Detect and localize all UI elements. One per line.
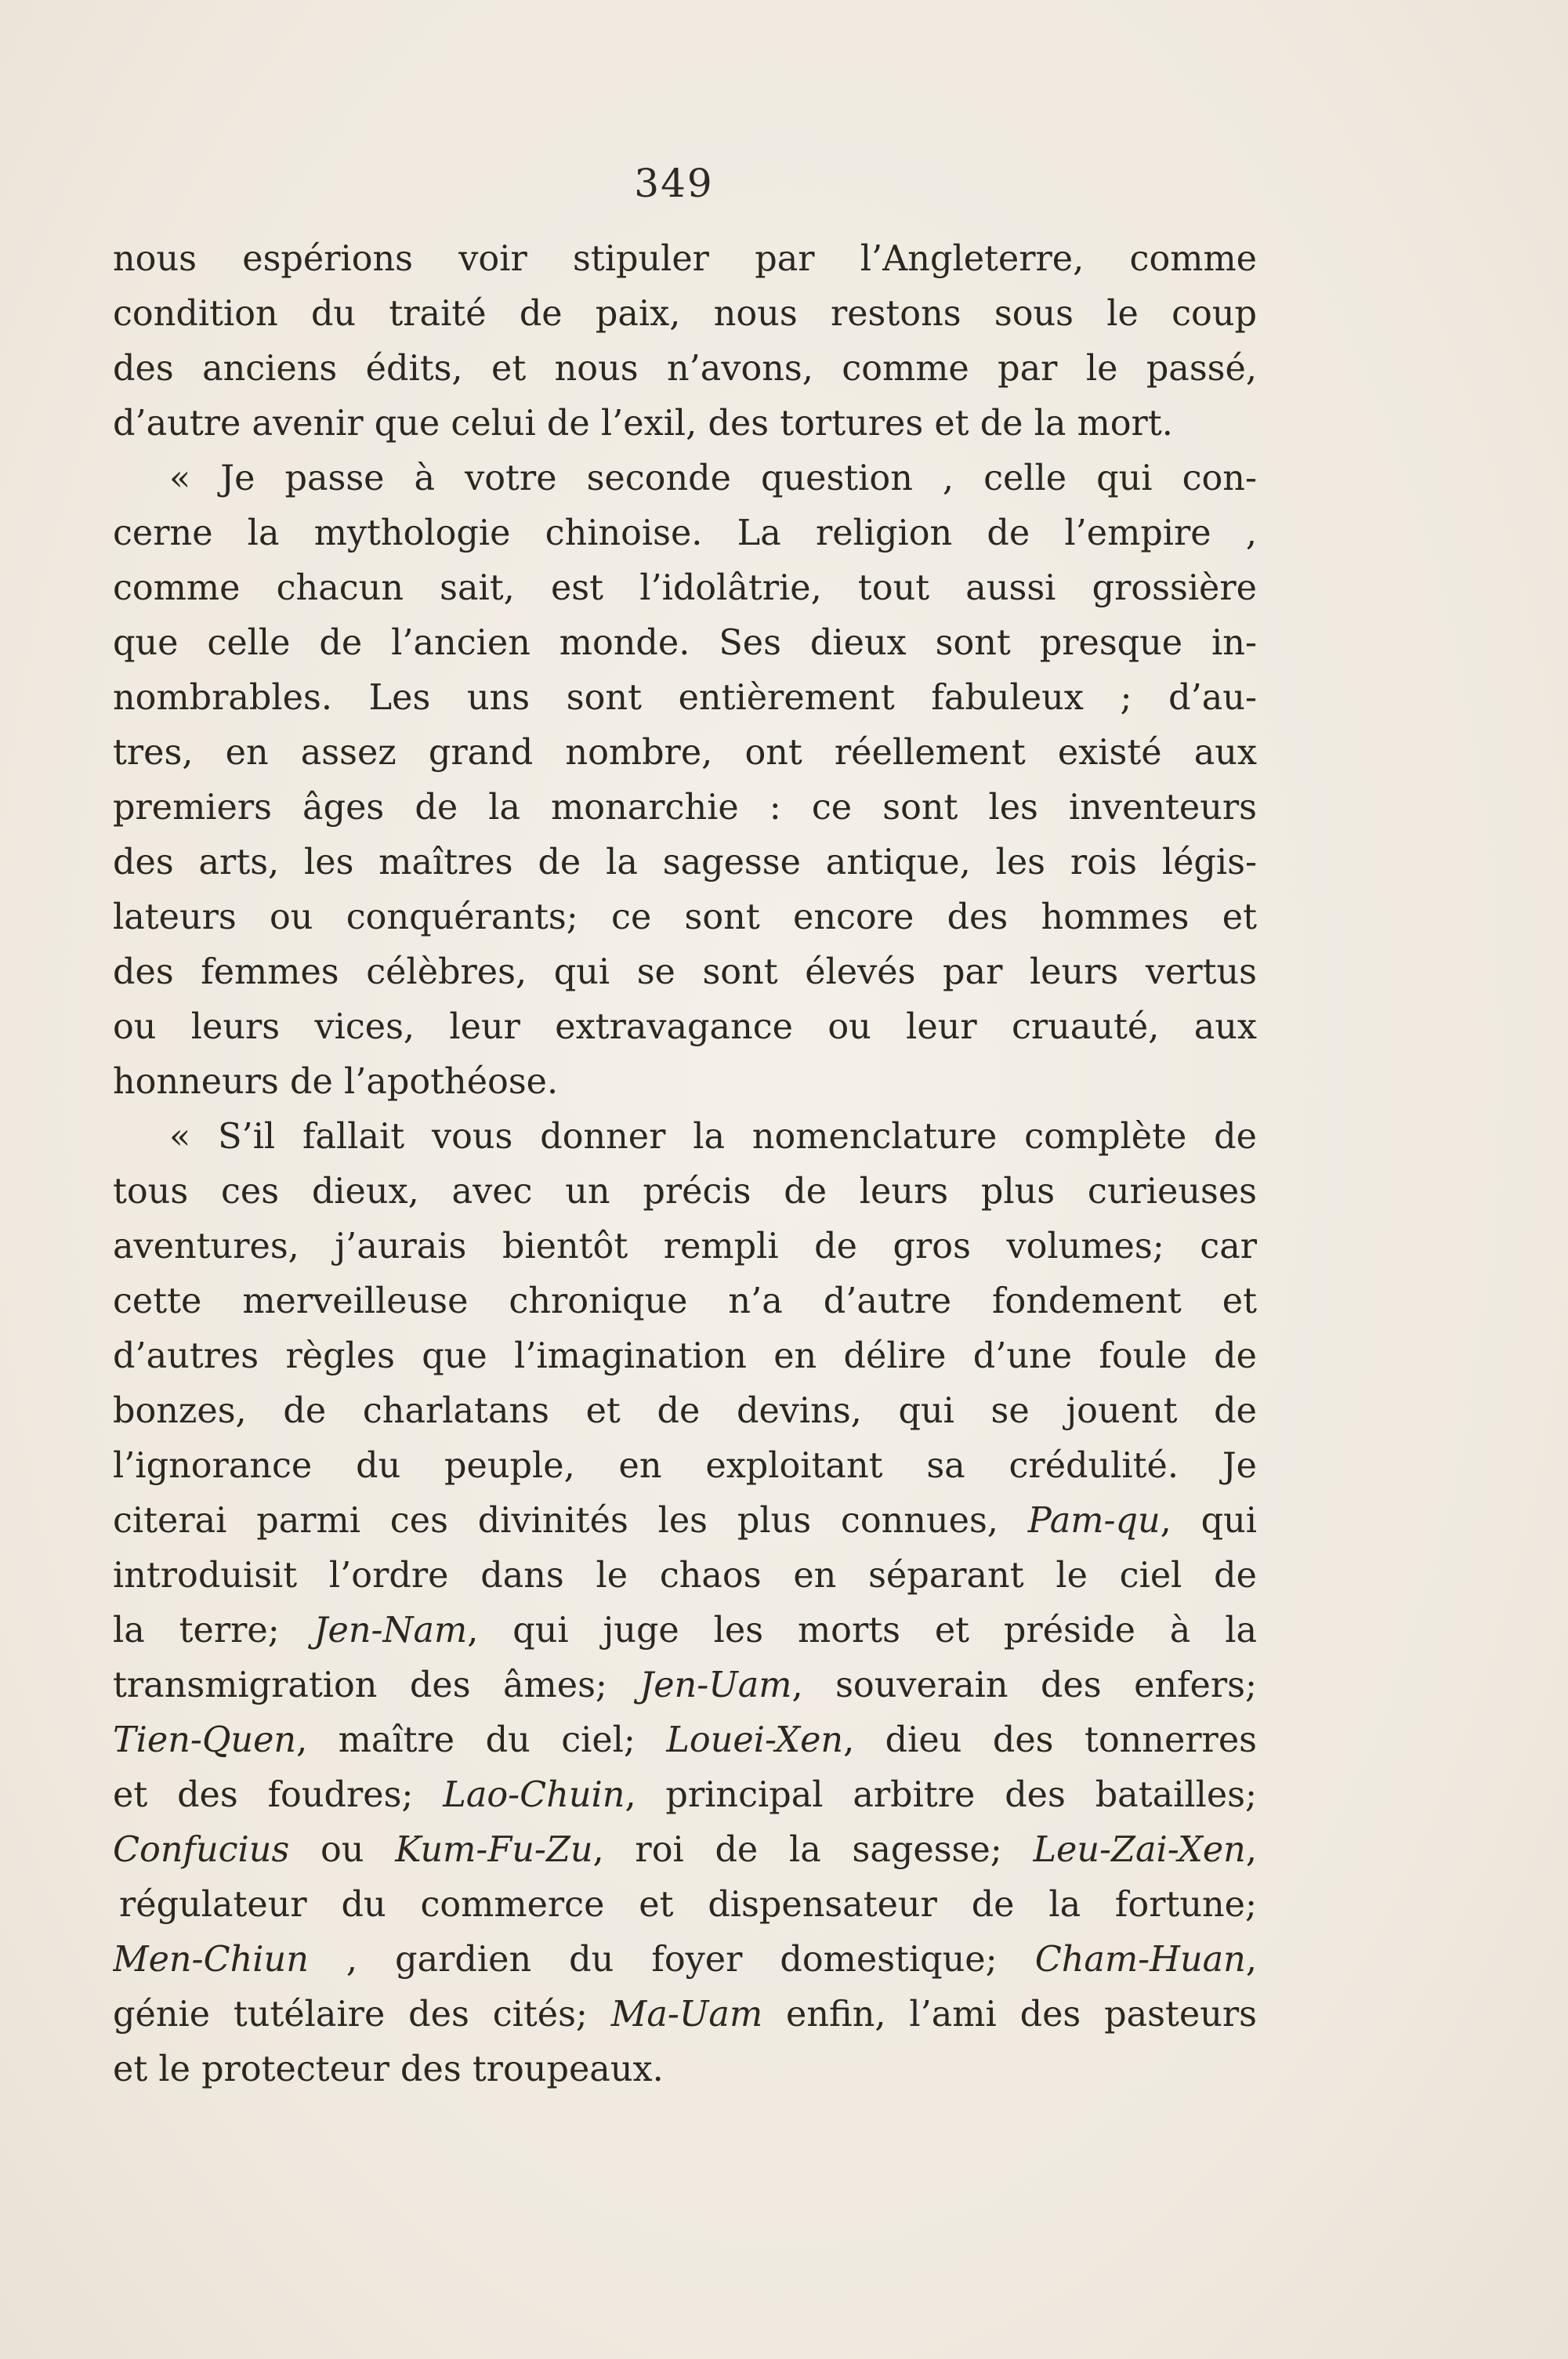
italic-name: Jen-Uam (639, 1665, 792, 1705)
text-line (113, 1000, 1257, 1055)
text-line (113, 1768, 1257, 1823)
body-text (113, 232, 1257, 2097)
text-span: d’autres règles que l’imagination en délire d’une foule de (113, 1336, 1257, 1376)
italic-name: Confucius (113, 1830, 290, 1870)
text-span: génie tutélaire des cités; (113, 1995, 611, 2035)
text-line (113, 1329, 1257, 1384)
text-line (113, 342, 1257, 397)
text-span: premiers âges de la monarchie : ce sont les inventeurs (113, 788, 1257, 828)
text-span: , qui juge les morts et préside à la (467, 1611, 1257, 1651)
text-line (113, 287, 1257, 342)
text-line (113, 1988, 1257, 2042)
italic-name: Pam-qu (1027, 1501, 1161, 1541)
text-line (113, 671, 1257, 726)
text-span: régulateur du commerce et dispensateur de la fortune; (119, 1885, 1257, 1925)
italic-name: Ma-Uam (610, 1995, 763, 2035)
text-span: , qui (1160, 1501, 1257, 1541)
text-span: honneurs de l’apothéose. (113, 1062, 559, 1102)
text-line (113, 616, 1257, 671)
italic-name: Louei-Xen (666, 1720, 844, 1760)
text-span: , principal arbitre des batailles; (625, 1775, 1257, 1815)
italic-name: Leu-Zai-Xen (1033, 1830, 1246, 1870)
text-line (113, 451, 1257, 506)
text-span: des femmes célèbres, qui se sont élevés par leurs vertus (113, 952, 1257, 992)
text-line (113, 506, 1257, 561)
text-span: nous espérions voir stipuler par l’Angleterre, comme (113, 239, 1257, 279)
text-span: , (1245, 1940, 1257, 1980)
text-line (113, 1933, 1257, 1988)
text-line (113, 945, 1257, 1000)
text-span: , maître du ciel; (296, 1720, 667, 1760)
text-span: condition du traité de paix, nous restons sous le coup (113, 294, 1257, 334)
text-line (113, 1878, 1257, 1933)
text-span: comme chacun sait, est l’idolâtrie, tout aussi grossière (113, 568, 1257, 608)
italic-name: Tien-Quen (113, 1720, 297, 1760)
text-span: « S’il fallait vous donner la nomenclature complète de (169, 1117, 1257, 1157)
text-span: cerne la mythologie chinoise. La religion de l’empire , (113, 513, 1257, 553)
text-span: aventures, j’aurais bientôt rempli de gros volumes; car (113, 1227, 1257, 1266)
text-span: ou leurs vices, leur extravagance ou leur cruauté, aux (113, 1007, 1257, 1047)
text-line (113, 1274, 1257, 1329)
text-span: la terre; (113, 1611, 314, 1651)
text-span: que celle de l’ancien monde. Ses dieux sont presque in- (113, 623, 1257, 663)
text-line (113, 2042, 1257, 2097)
text-span: l’ignorance du peuple, en exploitant sa crédulité. Je (113, 1446, 1257, 1486)
text-span: des anciens édits, et nous n’avons, comme par le passé, (113, 349, 1257, 389)
text-line (113, 1110, 1257, 1165)
text-line (113, 397, 1257, 451)
text-span: , souverain des enfers; (791, 1665, 1257, 1705)
italic-name: Jen-Nam (313, 1611, 468, 1651)
text-span: nombrables. Les uns sont entièrement fabuleux ; d’au- (113, 678, 1257, 718)
italic-name: Lao-Chuin (443, 1775, 625, 1815)
text-line (113, 1494, 1257, 1549)
text-span: « Je passe à votre seconde question , celle qui con- (169, 458, 1257, 498)
text-span: transmigration des âmes; (113, 1665, 640, 1705)
text-span: des arts, les maîtres de la sagesse antique, les rois légis- (113, 842, 1257, 882)
text-line (113, 1549, 1257, 1603)
text-span: citerai parmi ces divinités les plus connues, (113, 1501, 1028, 1541)
text-line (113, 1603, 1257, 1658)
text-line (113, 561, 1257, 616)
text-line (113, 1384, 1257, 1439)
text-span: et des foudres; (113, 1775, 444, 1815)
text-span: lateurs ou conquérants; ce sont encore des hommes et (113, 897, 1257, 937)
text-line (113, 1658, 1257, 1713)
text-line (113, 1165, 1257, 1219)
text-span: ou (289, 1830, 396, 1870)
text-span: , dieu des tonnerres (843, 1720, 1257, 1760)
text-line (113, 1439, 1257, 1494)
text-span: , gardien du foyer domestique; (308, 1940, 1035, 1980)
text-line (113, 1055, 1257, 1110)
italic-name: Kum-Fu-Zu (395, 1830, 593, 1870)
text-line (113, 781, 1257, 835)
text-line (113, 726, 1257, 781)
italic-name: Cham-Huan (1034, 1940, 1246, 1980)
text-span: enfin, l’ami des pasteurs (762, 1995, 1257, 2035)
text-line (113, 890, 1257, 945)
text-span: cette merveilleuse chronique n’a d’autre fondement et (113, 1281, 1257, 1321)
text-line (113, 835, 1257, 890)
text-line (113, 1713, 1257, 1768)
text-span: , roi de la sagesse; (592, 1830, 1034, 1870)
text-span: bonzes, de charlatans et de devins, qui se jouent de (113, 1391, 1257, 1431)
text-line (113, 1219, 1257, 1274)
text-span: introduisit l’ordre dans le chaos en séparant le ciel de (113, 1556, 1257, 1596)
text-line (113, 1823, 1257, 1878)
text-span: d’autre avenir que celui de l’exil, des tortures et de la mort. (113, 404, 1173, 444)
italic-name: Men-Chiun (113, 1940, 309, 1980)
text-line (113, 232, 1257, 287)
text-span: , (1245, 1830, 1257, 1870)
text-span: tres, en assez grand nombre, ont réellement existé aux (113, 733, 1257, 773)
text-span: tous ces dieux, avec un précis de leurs plus curieuses (113, 1172, 1257, 1212)
page-number: 349 (634, 161, 714, 206)
text-span: et le protecteur des troupeaux. (113, 2049, 664, 2089)
